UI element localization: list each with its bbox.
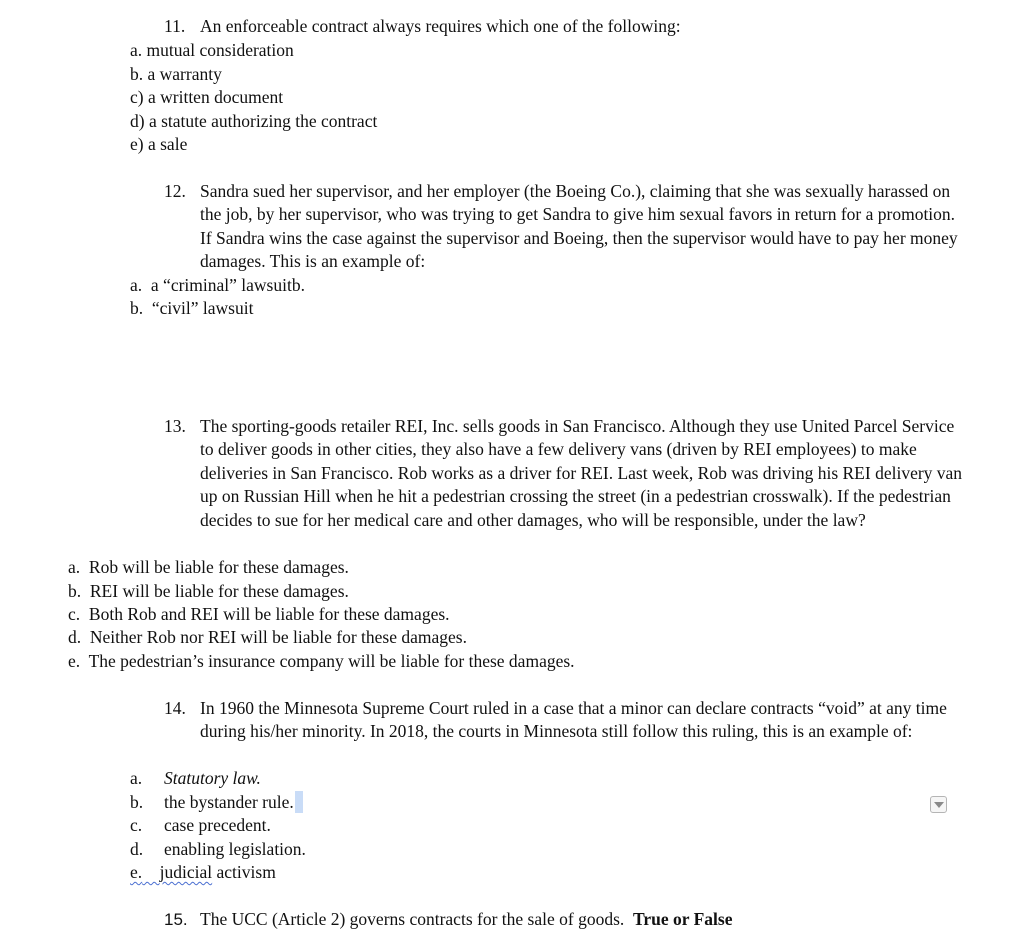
question-15-answer: True or False xyxy=(633,909,733,929)
q14-option-b[interactable] xyxy=(164,791,303,814)
q14-option-e-letter: e. xyxy=(130,862,143,882)
q11-option-c-text: a written document xyxy=(147,87,284,107)
q11-option-c[interactable] xyxy=(130,86,283,109)
q14-option-b-letter: b. xyxy=(130,792,144,812)
q13-option-a-letter: a. xyxy=(68,557,81,577)
q14-option-e-spacer xyxy=(142,862,160,882)
q14-option-d-letter: d. xyxy=(130,839,144,859)
q13-option-d-text: Neither Rob nor REI will be liable for these damages. xyxy=(89,627,467,647)
question-11-text: An enforceable contract always requires which one of the following: xyxy=(200,16,681,36)
q13-option-e-text: The pedestrian’s insurance company will be liable for these damages. xyxy=(88,651,575,671)
q11-option-a[interactable] xyxy=(130,39,294,62)
question-12-number: 12. xyxy=(164,181,186,201)
question-13-text: The sporting-goods retailer REI, Inc. sells goods in San Francisco. Although they use United Parcel Service to deliver goods in other cities, they also have a few delivery vans (driven by REI employees) to make deliveries in San Francisco. Rob works as a driver for REI. Last week, Rob was driving his REI delivery van up on Russian Hill when he hit a pedestrian crossing the street (in a pedestrian crosswalk). If the pedestrian decides to sue for her medical care and other damages, who will be responsible, under the law? xyxy=(200,416,963,530)
q13-option-d[interactable] xyxy=(68,626,467,649)
q11-option-b-text: a warranty xyxy=(147,64,222,84)
q11-option-e-text: a sale xyxy=(147,134,188,154)
q12-option-a-text: a “criminal” lawsuitb. xyxy=(150,275,305,295)
q13-option-a-text: Rob will be liable for these damages. xyxy=(88,557,349,577)
q11-option-c-letter: c) xyxy=(130,87,144,107)
q14-option-a-text[interactable]: Statutory law. xyxy=(164,768,261,788)
q13-option-d-letter: d. xyxy=(68,627,82,647)
q11-option-b-letter: b. xyxy=(130,64,144,84)
chevron-down-icon xyxy=(934,802,944,808)
q13-option-c[interactable] xyxy=(68,603,450,626)
question-11-number: 11. xyxy=(164,16,186,36)
q14-option-e-text-part2: activism xyxy=(212,862,276,882)
q12-option-b-text: “civil” lawsuit xyxy=(151,298,254,318)
text-cursor-highlight xyxy=(295,791,303,813)
q13-option-c-letter: c. xyxy=(68,604,81,624)
q14-option-c-letter: c. xyxy=(130,815,143,835)
question-14-number: 14. xyxy=(164,698,186,718)
q12-option-b[interactable] xyxy=(130,297,253,320)
q11-option-e[interactable] xyxy=(130,133,187,156)
q13-option-b[interactable] xyxy=(68,580,349,603)
question-15-text: The UCC (Article 2) governs contracts for the sale of goods. xyxy=(200,909,625,929)
q12-option-b-letter: b. xyxy=(130,298,144,318)
q13-option-b-text: REI will be liable for these damages. xyxy=(89,581,349,601)
dropdown-button[interactable] xyxy=(930,796,947,813)
q12-option-a-letter: a. xyxy=(130,275,143,295)
q13-option-c-text: Both Rob and REI will be liable for these damages. xyxy=(88,604,450,624)
q14-option-a-letter: a. xyxy=(130,768,143,788)
q14-option-d-text[interactable]: enabling legislation. xyxy=(164,839,306,859)
q13-option-a[interactable] xyxy=(68,556,349,579)
q14-option-c-text[interactable]: case precedent. xyxy=(164,815,271,835)
q14-option-e[interactable] xyxy=(130,861,276,884)
question-13-number: 13. xyxy=(164,416,186,436)
q14-option-e-text-part1: judicial xyxy=(159,862,213,882)
q11-option-d[interactable] xyxy=(130,110,377,133)
question-12-text: Sandra sued her supervisor, and her employer (the Boeing Co.), claiming that she was sexually harassed on the job, by her supervisor, who was trying to get Sandra to give him sexual favors in return for a promotion. If Sandra wins the case against the supervisor and Boeing, then the supervisor would have to pay her money damages. This is an example of: xyxy=(200,181,958,272)
q12-option-a[interactable] xyxy=(130,274,305,297)
q13-option-b-letter: b. xyxy=(68,581,82,601)
q11-option-d-letter: d) xyxy=(130,111,145,131)
q14-option-b-text: the bystander rule. xyxy=(164,792,294,812)
q11-option-d-text: a statute authorizing the contract xyxy=(148,111,378,131)
q13-option-e[interactable] xyxy=(68,650,575,673)
q11-option-e-letter: e) xyxy=(130,134,144,154)
question-15-number: 15. xyxy=(164,910,188,929)
q11-option-a-text: mutual consideration xyxy=(146,40,294,60)
q13-option-e-letter: e. xyxy=(68,651,81,671)
question-14-text: In 1960 the Minnesota Supreme Court ruled in a case that a minor can declare contracts “void” at any time during his/her minority. In 2018, the courts in Minnesota still follow this ruling, this is an example of: xyxy=(200,698,947,742)
q11-option-b[interactable] xyxy=(130,63,222,86)
question-15 xyxy=(200,908,733,931)
q11-option-a-letter: a. xyxy=(130,40,143,60)
